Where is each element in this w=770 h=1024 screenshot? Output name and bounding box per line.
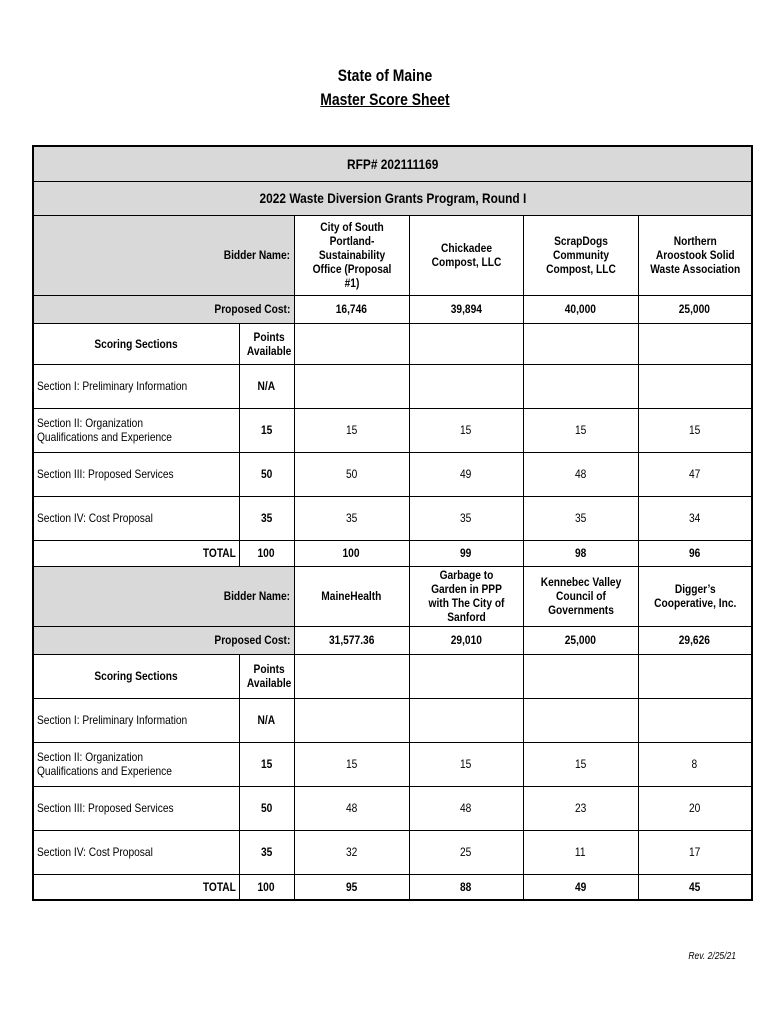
- score: [638, 364, 752, 408]
- table-row: [33, 786, 752, 830]
- bidder-name: City of South Portland- Sustainability Office (Proposal #1): [294, 215, 409, 295]
- points-available-header: Points Available: [239, 323, 294, 364]
- score: 35: [409, 496, 523, 540]
- section-points: N/A: [239, 698, 294, 742]
- proposed-cost: 25,000: [638, 295, 752, 323]
- score: 15: [294, 742, 409, 786]
- total-row: [33, 874, 752, 900]
- score: 15: [523, 408, 638, 452]
- score: 35: [523, 496, 638, 540]
- section-name: Section III: Proposed Services: [33, 452, 239, 496]
- proposed-cost: 25,000: [523, 626, 638, 654]
- section-points: 35: [239, 830, 294, 874]
- section-points: 50: [239, 452, 294, 496]
- table-row: [33, 496, 752, 540]
- proposed-cost: 31,577.36: [294, 626, 409, 654]
- table-row: [33, 698, 752, 742]
- proposed-cost: 16,746: [294, 295, 409, 323]
- section-points: 15: [239, 742, 294, 786]
- section-name: Section IV: Cost Proposal: [33, 496, 239, 540]
- score: 11: [523, 830, 638, 874]
- score: 35: [294, 496, 409, 540]
- doc-subtitle: Master Score Sheet: [320, 90, 450, 109]
- section-name: Section II: Organization Qualifications and Experience: [33, 408, 239, 452]
- bidder-name: Garbage to Garden in PPP with The City of Sanford: [409, 566, 523, 626]
- score: [638, 698, 752, 742]
- score: 48: [523, 452, 638, 496]
- total-score: 45: [638, 874, 752, 900]
- score: 15: [294, 408, 409, 452]
- total-score: 88: [409, 874, 523, 900]
- section-points: 15: [239, 408, 294, 452]
- proposed-cost-label: Proposed Cost:: [33, 295, 294, 323]
- score-table: [32, 145, 753, 901]
- points-available-header: Points Available: [239, 654, 294, 698]
- score: 15: [638, 408, 752, 452]
- total-score: 96: [638, 540, 752, 566]
- bidder-name: MaineHealth: [294, 566, 409, 626]
- scoring-sections-header: Scoring Sections: [33, 323, 239, 364]
- score: 8: [638, 742, 752, 786]
- total-score: 49: [523, 874, 638, 900]
- score: [294, 698, 409, 742]
- score: [409, 698, 523, 742]
- score: 25: [409, 830, 523, 874]
- program-name: 2022 Waste Diversion Grants Program, Round I: [33, 181, 752, 215]
- revision-note: Rev. 2/25/21: [688, 951, 736, 962]
- proposed-cost: 40,000: [523, 295, 638, 323]
- score: 48: [294, 786, 409, 830]
- score: [294, 364, 409, 408]
- bidder-name-label: Bidder Name:: [33, 566, 294, 626]
- section-name: Section II: Organization Qualifications and Experience: [33, 742, 239, 786]
- section-name: Section I: Preliminary Information: [33, 698, 239, 742]
- total-label: TOTAL: [33, 540, 239, 566]
- total-points: 100: [239, 540, 294, 566]
- proposed-cost: 39,894: [409, 295, 523, 323]
- bidder-name: Chickadee Compost, LLC: [409, 215, 523, 295]
- total-points: 100: [239, 874, 294, 900]
- rfp-number: RFP# 202111169: [33, 146, 752, 181]
- score: 15: [523, 742, 638, 786]
- table-row: [33, 830, 752, 874]
- score: 50: [294, 452, 409, 496]
- score: 49: [409, 452, 523, 496]
- section-name: Section IV: Cost Proposal: [33, 830, 239, 874]
- table-row: [33, 364, 752, 408]
- bidder-name-label: Bidder Name:: [33, 215, 294, 295]
- total-score: 95: [294, 874, 409, 900]
- score: 15: [409, 408, 523, 452]
- section-points: N/A: [239, 364, 294, 408]
- score: 34: [638, 496, 752, 540]
- document-header: [0, 64, 770, 112]
- score: 17: [638, 830, 752, 874]
- total-score: 100: [294, 540, 409, 566]
- score: [523, 364, 638, 408]
- score: [409, 364, 523, 408]
- bidder-name: Kennebec Valley Council of Governments: [523, 566, 638, 626]
- table-row: [33, 742, 752, 786]
- score: 20: [638, 786, 752, 830]
- section-points: 50: [239, 786, 294, 830]
- proposed-cost: 29,626: [638, 626, 752, 654]
- score: [523, 698, 638, 742]
- scoring-sections-header: Scoring Sections: [33, 654, 239, 698]
- table-row: [33, 408, 752, 452]
- total-score: 98: [523, 540, 638, 566]
- doc-title: State of Maine: [337, 66, 433, 85]
- total-label: TOTAL: [33, 874, 239, 900]
- section-name: Section I: Preliminary Information: [33, 364, 239, 408]
- table-row: [33, 452, 752, 496]
- score: 32: [294, 830, 409, 874]
- proposed-cost: 29,010: [409, 626, 523, 654]
- total-row: [33, 540, 752, 566]
- proposed-cost-label: Proposed Cost:: [33, 626, 294, 654]
- bidder-name: Digger’s Cooperative, Inc.: [638, 566, 752, 626]
- total-score: 99: [409, 540, 523, 566]
- score: 48: [409, 786, 523, 830]
- bidder-name: Northern Aroostook Solid Waste Association: [638, 215, 752, 295]
- score: 47: [638, 452, 752, 496]
- score: 15: [409, 742, 523, 786]
- section-name: Section III: Proposed Services: [33, 786, 239, 830]
- section-points: 35: [239, 496, 294, 540]
- score: 23: [523, 786, 638, 830]
- bidder-name: ScrapDogs Community Compost, LLC: [523, 215, 638, 295]
